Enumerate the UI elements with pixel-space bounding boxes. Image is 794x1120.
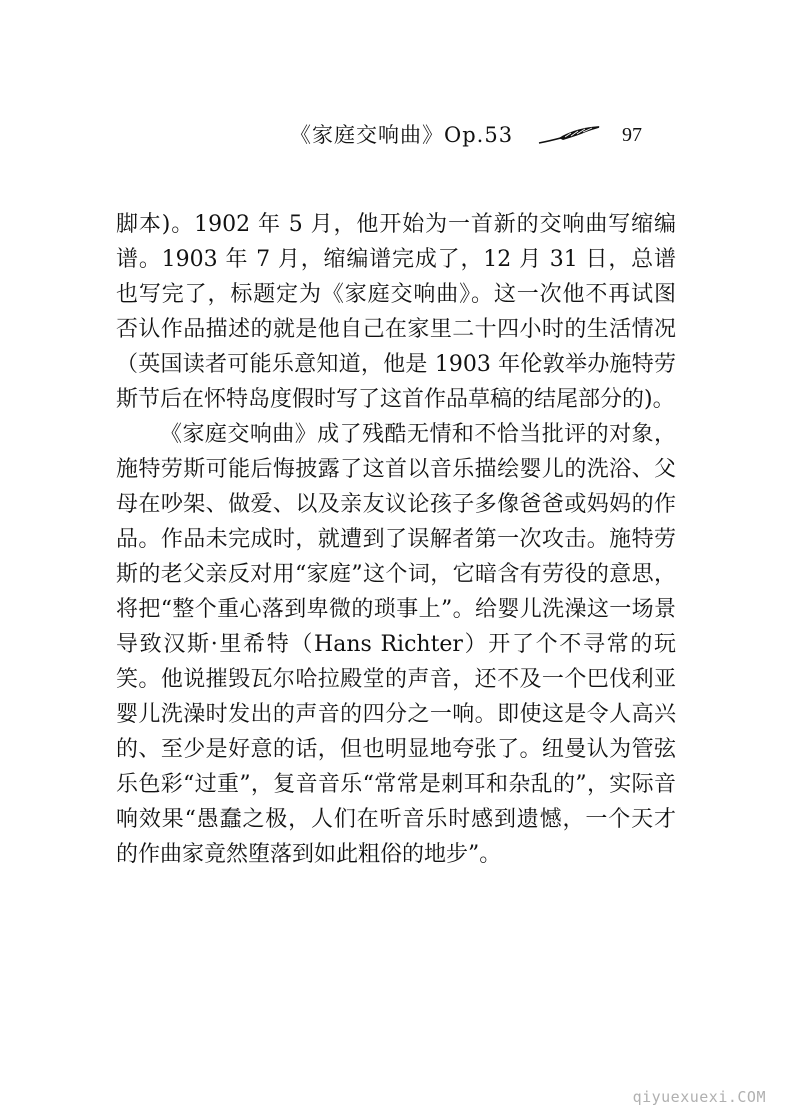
body-text xyxy=(116,207,676,872)
page-number: 97 xyxy=(622,124,642,146)
header-title: 《家庭交响曲》Op.53 xyxy=(290,123,514,147)
quill-ornament-icon xyxy=(537,124,603,146)
paragraph: 《家庭交响曲》成了残酷无情和不恰当批评的对象，施特劳斯可能后悔披露了这首以音乐描绘婴儿的洗浴、父母在吵架、做爱、以及亲友议论孩子多像爸爸或妈妈的作品。作品未完成时，就遭到了误解者第一次攻击。施特劳斯的老父亲反对用“家庭”这个词，它暗含有劳役的意思，将把“整个重心落到卑微的琐事上”。给婴儿洗澡这一场景导致汉斯·里希特（Hans Richter）开了个不寻常的玩笑。他说摧毁瓦尔哈拉殿堂的声音，还不及一个巴伐利亚婴儿洗澡时发出的声音的四分之一响。即使这是令人高兴的、至少是好意的话，但也明显地夸张了。纽曼认为管弦乐色彩“过重”，复音音乐“常常是刺耳和杂乱的”，实际音响效果“愚蠢之极，人们在听音乐时感到遗憾，一个天才的作曲家竟然堕落到如此粗俗的地步”。 xyxy=(116,422,676,867)
paragraph: 脚本)。1902 年 5 月，他开始为一首新的交响曲写缩编谱。1903 年 7 月，缩编谱完成了，12 月 31 日，总谱也写完了，标题定为《家庭交响曲》。这一次他不再试图否认作品描述的就是他自己在家里二十四小时的生活情况（英国读者可能乐意知道，他是 1903 年伦敦举办施特劳斯节后在怀特岛度假时写了这首作品草稿的结尾部分的)。 xyxy=(116,212,676,412)
site-watermark: qiyuexuexi.COM xyxy=(632,1088,766,1106)
running-header xyxy=(290,118,670,152)
